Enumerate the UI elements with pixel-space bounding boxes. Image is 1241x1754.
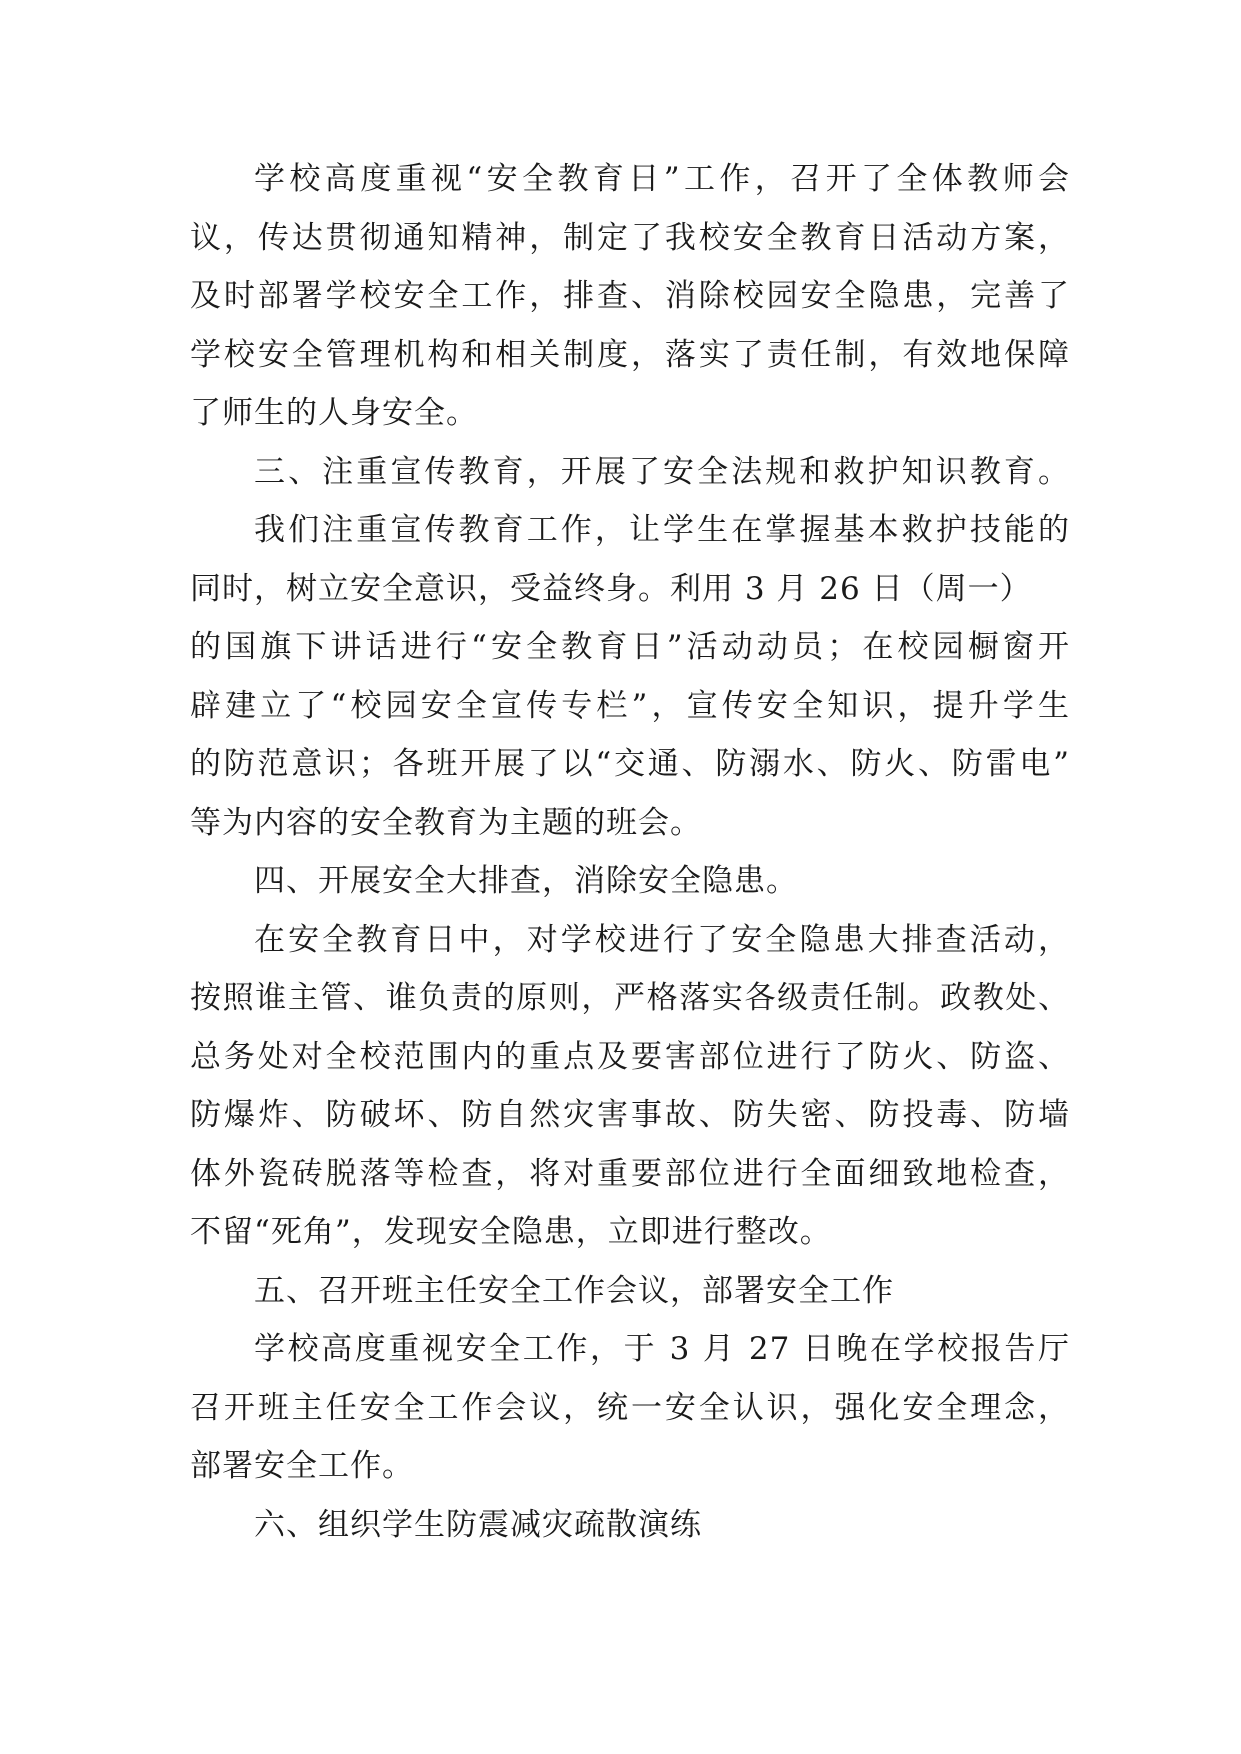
text-line: 按照谁主管、谁负责的原则，严格落实各级责任制。政教处、: [190, 980, 1070, 1016]
document-page: [190, 150, 1070, 1554]
section-heading: [190, 852, 1070, 911]
text-line: 同时，树立安全意识，受益终身。利用 3 月 26 日（周一）: [190, 570, 1032, 607]
text-line: 体外瓷砖脱落等检查，将对重要部位进行全面细致地检查，: [190, 1155, 1070, 1192]
paragraph: [190, 501, 1070, 852]
text-line: 等为内容的安全教育为主题的班会。: [190, 804, 702, 841]
text-line: 的防范意识；各班开展了以“交通、防溺水、防火、防雷电”: [190, 746, 1070, 782]
text-line: 及时部署学校安全工作，排查、消除校园安全隐患，完善了: [190, 278, 1070, 314]
text-line: 议，传达贯彻通知精神，制定了我校安全教育日活动方案，: [190, 219, 1070, 256]
section-heading: [190, 1262, 1070, 1321]
text-line: 部署安全工作。: [190, 1448, 414, 1484]
text-line: 召开班主任安全工作会议，统一安全认识，强化安全理念，: [190, 1389, 1070, 1426]
text-line: 防爆炸、防破坏、防自然灾害事故、防失密、防投毒、防墙: [190, 1097, 1070, 1133]
paragraph: [190, 1320, 1070, 1496]
text-line: 辟建立了“校园安全宣传专栏”，宣传安全知识，提升学生: [190, 687, 1070, 724]
text-line: 在安全教育日中，对学校进行了安全隐患大排查活动，: [254, 921, 1070, 958]
heading-line: 三、注重宣传教育，开展了安全法规和救护知识教育。: [254, 453, 1070, 490]
text-line: 了师生的人身安全。: [190, 395, 478, 431]
text-line: 学校高度重视安全工作，于 3 月 27 日晚在学校报告厅: [254, 1331, 1070, 1367]
heading-line: 六、组织学生防震减灾疏散演练: [254, 1506, 702, 1543]
text-line: 学校高度重视“安全教育日”工作，召开了全体教师会: [254, 161, 1070, 197]
text-line: 学校安全管理机构和相关制度，落实了责任制，有效地保障: [190, 336, 1070, 373]
section-heading: [190, 443, 1070, 502]
heading-line: 五、召开班主任安全工作会议，部署安全工作: [254, 1272, 894, 1309]
paragraph: [190, 911, 1070, 1262]
heading-line: 四、开展安全大排查，消除安全隐患。: [254, 863, 798, 899]
text-line: 我们注重宣传教育工作，让学生在掌握基本救护技能的: [254, 512, 1070, 548]
text-line: 的国旗下讲话进行“安全教育日”活动动员；在校园橱窗开: [190, 629, 1070, 665]
section-heading: [190, 1496, 1070, 1555]
text-line: 不留“死角”，发现安全隐患，立即进行整改。: [190, 1214, 832, 1250]
text-line: 总务处对全校范围内的重点及要害部位进行了防火、防盗、: [190, 1038, 1070, 1075]
paragraph: [190, 150, 1070, 443]
